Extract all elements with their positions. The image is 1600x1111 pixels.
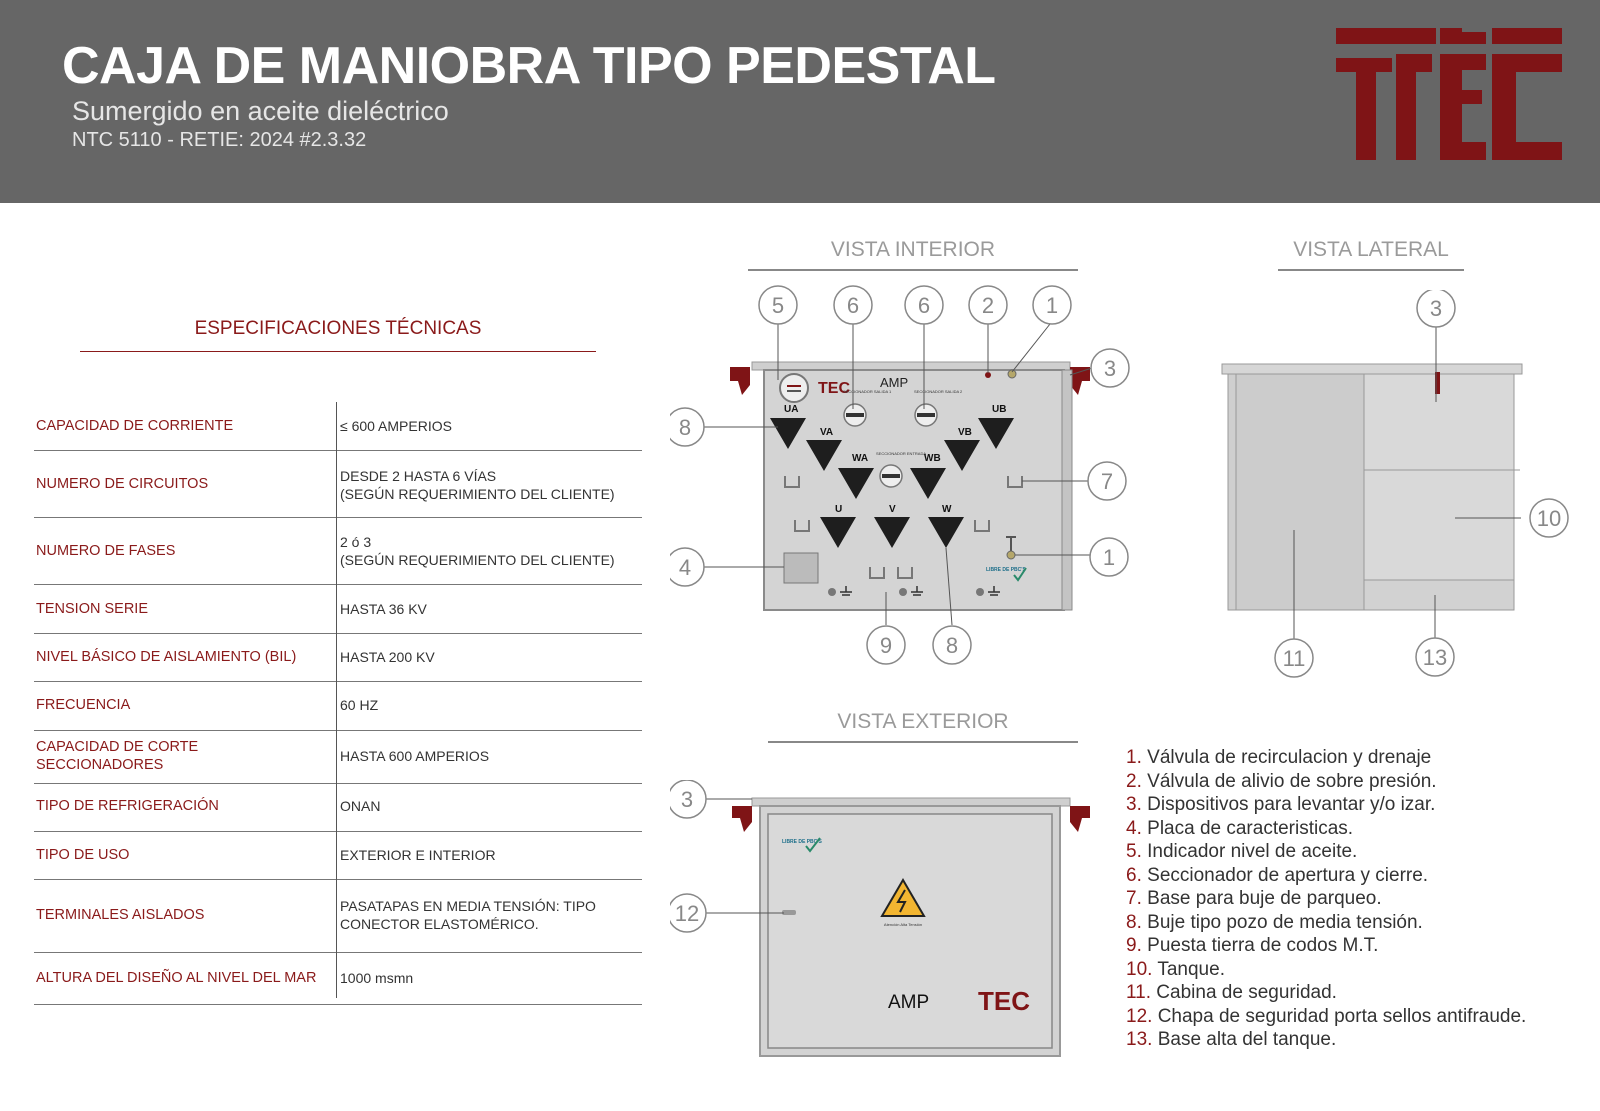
tank-side-edge (1062, 370, 1072, 610)
callout-number: 5 (771, 293, 785, 318)
security-lock-handle (782, 910, 796, 915)
spec-row (34, 682, 642, 731)
switch-label: SECCIONADOR SALIDA 2 (914, 389, 963, 394)
view-title-lateral: VISTA LATERAL (1293, 238, 1449, 261)
legend-item (1126, 911, 1526, 935)
spec-value: 1000 msmn (340, 970, 414, 986)
switch-input (880, 465, 902, 487)
phase-label: U (835, 504, 843, 515)
spec-row (34, 451, 642, 518)
panel-amp-label: AMP (880, 375, 909, 390)
spec-row (34, 953, 642, 1005)
ground-point (828, 588, 836, 596)
legend-text: Base para buje de parqueo. (1147, 888, 1382, 909)
legend-text: Dispositivos para levantar y/o izar. (1147, 794, 1436, 815)
interior-view-diagram (670, 285, 1160, 685)
legend-text: Placa de caracteristicas. (1147, 817, 1354, 839)
spec-key: NUMERO DE FASES (36, 543, 176, 559)
spec-value: PASATAPAS EN MEDIA TENSIÓN: TIPO CONECTOR ELASTOMÉRICO. (340, 898, 596, 932)
callout-number: 10 (1536, 506, 1562, 531)
callout-number: 1 (1045, 293, 1059, 318)
norm-reference: NTC 5110 - RETIE: 2024 #2.3.32 (72, 129, 367, 151)
ground-point (976, 588, 984, 596)
lateral-view-diagram (1210, 290, 1580, 690)
legend-item (1126, 840, 1526, 864)
exterior-amp-label: AMP (888, 992, 930, 1013)
specs-table (34, 402, 642, 1005)
legend-text: Base alta del tanque. (1157, 1029, 1337, 1050)
spec-value: ONAN (340, 798, 381, 814)
spec-value: ≤ 600 AMPERIOS (340, 418, 452, 434)
oil-level-indicator (780, 374, 808, 402)
spec-key: NIVEL BÁSICO DE AISLAMIENTO (BIL) (36, 649, 297, 665)
spec-value: HASTA 200 KV (340, 649, 435, 665)
spec-row (34, 832, 642, 880)
phase-label: WA (852, 453, 869, 464)
spec-key: ALTURA DEL DISEÑO AL NIVEL DEL MAR (36, 970, 317, 986)
lifting-lug-right (1070, 367, 1090, 395)
legend-number: 8. (1126, 911, 1142, 933)
tank-side (1364, 374, 1514, 610)
callout-number: 12 (674, 901, 700, 926)
view-title-interior: VISTA INTERIOR (830, 238, 996, 261)
legend-number: 12. (1126, 1005, 1153, 1027)
header-band (0, 0, 1600, 203)
legend-number: 11. (1126, 982, 1152, 1003)
legend-item (1126, 770, 1526, 794)
legend-text: Válvula de recirculacion y drenaje (1147, 747, 1432, 768)
spec-key: TERMINALES AISLADOS (36, 907, 205, 923)
switch-label: SECCIONADOR ENTRADA (876, 451, 927, 456)
legend-text: Válvula de alivio de sobre presión. (1147, 770, 1437, 792)
lifting-lug-right (1070, 806, 1090, 832)
spec-key: CAPACIDAD DE CORRIENTE (36, 418, 234, 434)
spec-row (34, 402, 642, 451)
view-title-exterior-underline (768, 741, 1078, 743)
exterior-lid (752, 798, 1070, 806)
pcb-free-label: LIBRE DE PBC'S (782, 839, 822, 845)
callout-number: 6 (846, 293, 860, 318)
callout-number: 3 (680, 787, 694, 812)
spec-row (34, 731, 642, 784)
callout-number: 3 (1429, 296, 1443, 321)
tank-high-base (1364, 580, 1514, 610)
security-cabin (1236, 374, 1364, 610)
callout-number: 2 (981, 293, 995, 318)
phase-label: VB (958, 427, 972, 438)
spec-value: EXTERIOR E INTERIOR (340, 847, 496, 863)
page-subtitle: Sumergido en aceite dieléctrico (72, 96, 449, 126)
switch-output-1 (844, 404, 866, 426)
callout-number: 3 (1103, 356, 1117, 381)
specs-title: ESPECIFICACIONES TÉCNICAS (194, 318, 482, 339)
page-title: CAJA DE MANIOBRA TIPO PEDESTAL (62, 37, 996, 95)
phase-label: W (942, 504, 952, 515)
phase-label: V (889, 504, 896, 515)
legend-text: Cabina de seguridad. (1156, 982, 1337, 1003)
cabinet-lid (752, 362, 1070, 370)
tec-logo (1336, 24, 1562, 164)
switch-output-2 (915, 404, 937, 426)
exterior-logo: TEC (978, 986, 1030, 1016)
legend-number: 6. (1126, 864, 1142, 886)
spec-key: FRECUENCIA (36, 697, 131, 713)
legend-number: 10. (1126, 958, 1153, 980)
legend-number: 3. (1126, 794, 1142, 815)
spec-key: NUMERO DE CIRCUITOS (36, 476, 209, 492)
lateral-edge (1228, 374, 1236, 610)
phase-label: UA (784, 404, 799, 415)
callout-number: 13 (1422, 645, 1448, 670)
legend-number: 13. (1126, 1029, 1153, 1050)
nameplate (784, 553, 818, 583)
panel-logo: TEC (818, 380, 850, 397)
pcb-free-label: LIBRE DE PBC'S (986, 567, 1026, 573)
specs-title-underline (80, 351, 596, 352)
legend-item (1126, 793, 1526, 817)
legend-item (1126, 817, 1526, 841)
legend-item (1126, 934, 1526, 958)
legend-item (1126, 887, 1526, 911)
legend-number: 5. (1126, 841, 1142, 862)
lifting-lug-left (730, 367, 750, 395)
spec-key: CAPACIDAD DE CORTE SECCIONADORES (36, 739, 199, 773)
spec-key: TIPO DE REFRIGERACIÓN (36, 798, 219, 814)
lifting-lug-left (732, 806, 752, 832)
spec-row (34, 784, 642, 832)
legend-text: Seccionador de apertura y cierre. (1147, 864, 1429, 886)
spec-key: TIPO DE USO (36, 847, 130, 863)
callout-number: 8 (945, 633, 959, 658)
spec-value: 2 ó 3 (SEGÚN REQUERIMIENTO DEL CLIENTE) (340, 534, 615, 568)
legend-text: Puesta tierra de codos M.T. (1147, 935, 1379, 956)
spec-row (34, 518, 642, 585)
spec-row (34, 585, 642, 634)
spec-value: HASTA 600 AMPERIOS (340, 748, 490, 764)
legend-item (1126, 746, 1526, 770)
warning-caption: Atención Alta Tensión (883, 922, 923, 927)
legend-number: 1. (1126, 747, 1142, 768)
legend-item (1126, 1028, 1526, 1052)
lateral-lid (1222, 364, 1522, 374)
legend-number: 7. (1126, 888, 1142, 909)
callout-number: 8 (678, 415, 692, 440)
spec-key: TENSION SERIE (36, 601, 148, 617)
callout-number: 7 (1100, 469, 1114, 494)
legend-item (1126, 864, 1526, 888)
view-title-exterior: VISTA EXTERIOR (837, 710, 1009, 733)
phase-label: VA (820, 427, 834, 438)
spec-row (34, 634, 642, 682)
spec-row (34, 880, 642, 953)
callout-number: 6 (917, 293, 931, 318)
phase-label: WB (924, 453, 941, 464)
legend-list (1126, 746, 1526, 1052)
legend-number: 2. (1126, 770, 1142, 792)
spec-value: 60 HZ (340, 697, 379, 713)
legend-number: 4. (1126, 817, 1142, 839)
specs-column-divider (336, 402, 337, 998)
legend-text: Tanque. (1157, 958, 1225, 980)
exterior-view-diagram (670, 780, 1110, 1060)
view-title-lateral-underline (1278, 269, 1464, 271)
spec-value: DESDE 2 HASTA 6 VÍAS (SEGÚN REQUERIMIENTO DEL CLIENTE) (340, 468, 615, 502)
legend-item (1126, 981, 1526, 1005)
callout-number: 4 (678, 555, 692, 580)
callout-number: 11 (1282, 646, 1306, 671)
spec-value: HASTA 36 KV (340, 601, 427, 617)
legend-item (1126, 1005, 1526, 1029)
legend-number: 9. (1126, 935, 1142, 956)
legend-text: Indicador nivel de aceite. (1147, 841, 1358, 862)
view-title-interior-underline (748, 269, 1078, 271)
legend-item (1126, 958, 1526, 982)
legend-text: Chapa de seguridad porta sellos antifraude. (1157, 1005, 1527, 1027)
callout-number: 9 (879, 633, 893, 658)
switch-label: SECCIONADOR SALIDA 1 (843, 389, 892, 394)
phase-label: UB (992, 404, 1007, 415)
callout-number: 1 (1102, 545, 1116, 570)
legend-text: Buje tipo pozo de media tensión. (1147, 911, 1423, 933)
ground-point (899, 588, 907, 596)
